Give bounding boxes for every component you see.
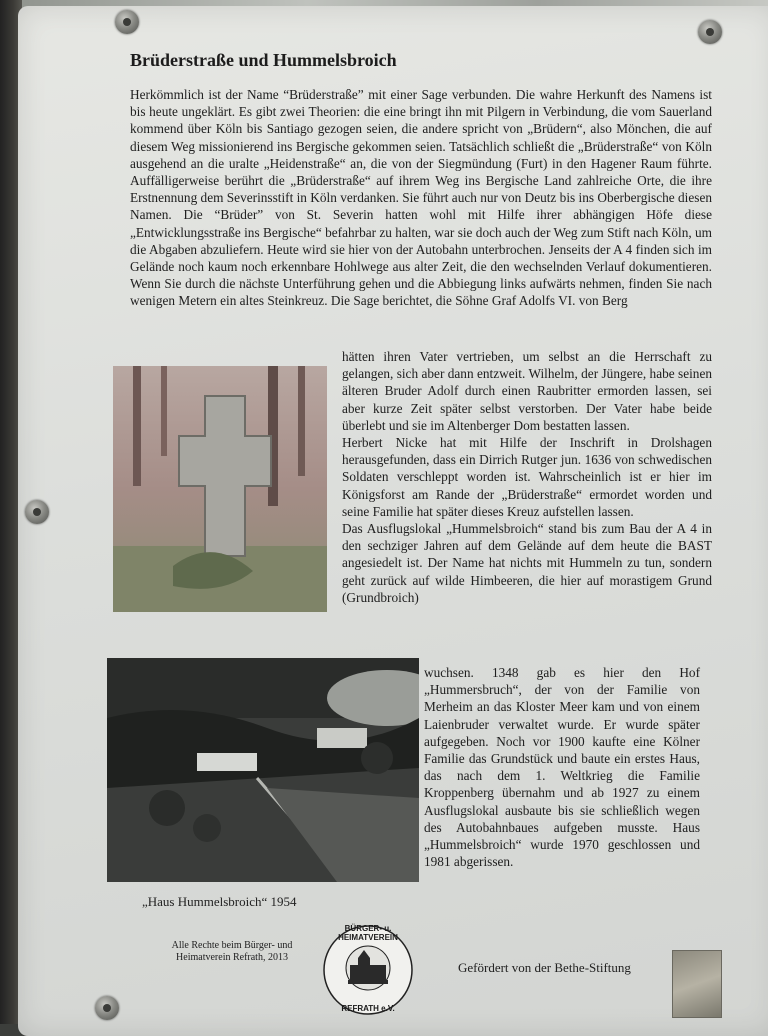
body-text-bottom: wuchsen. 1348 gab es hier den Hof „Hummersbruch“, der von der Familie von Merheim an das Kloster Meer kam und von einem Laienbruder verwaltet wurde. Er wurde später aufgegeben. Noch vor 1900 kaufte eine Kölner Familie das Grundstück und baute ein erstes Haus, das nach dem 1. Weltkrieg die Familie Kroppenberg übernahm und ab 1927 zu einem Ausflugslokal ausbaute bis sie schließlich wegen des Autobahnbaues aufgeben musste. Haus „Hummelsbroich“ wurde 1970 geschlossen und 1981 abgerissen. — [424, 665, 700, 870]
screw-icon — [95, 996, 119, 1020]
body-text-top: Herkömmlich ist der Name “Brüderstraße” mit einer Sage verbunden. Die wahre Herkunft des Namens ist bis heute ungeklärt. Es gibt zwei Theorien: die eine bringt ihn mit Pilgern in Verbindung, die vom Sauerland kommend über Köln bis Santiago gezogen seien, die andere spricht von „Brüdern“, also Mönchen, die auf diesem Weg missionierend ins Bergische gekommen seien. Tatsächlich schließt die „Brüderstraße“ von Köln ausgehend an die uralte „Heidenstraße“ an, die von der Siegmündung (Furt) in den Hagener Raum führte. Auffälligerweise berührt die „Brüderstraße“ auf ihrem Weg ins Bergische Land zahlreiche Orte, die ihre Erstnennung dem Severinsstift in Köln verdanken. Sie führt auch nur von Deutz bis ins Oberbergische diesen Namen. Die “Brüder” von St. Severin hatten wohl mit Hilfe ihrer abhängigen Höfe diese „Entwicklungsstraße ins Bergische“ befahrbar zu halten, war sie doch auch der Weg zum Stift nach Köln, um die Abgaben abzuliefern. Heute wird sie hier von der Autobahn unterbrochen. Jenseits der A 4 finden sich im Gelände noch kaum noch erkennbare Hohlwege aus alter Zeit, die den wechselnden Verlauf dokumentieren. Wenn Sie durch die nächste Unterführung gehen und die Abbiegung links aufwärts nehmen, finden Sie nach wenigen Metern ein altes Steinkreuz. Die Sage berichtet, die Söhne Graf Adolfs VI. von Berg — [130, 87, 712, 309]
logo-text-top: BÜRGER- u. HEIMATVEREIN — [338, 924, 398, 942]
haus-hummelsbroich-photo — [107, 658, 419, 882]
screw-icon — [698, 20, 722, 44]
stone-cross-photo — [113, 366, 327, 612]
sign-title: Brüderstraße und Hummelsbroich — [130, 50, 397, 70]
logo-text-bottom: REFRATH e.V. — [341, 1004, 395, 1013]
screw-icon — [115, 10, 139, 34]
screw-icon — [25, 500, 49, 524]
sponsor-note: Gefördert von der Bethe-Stiftung — [458, 960, 631, 975]
body-text-middle: hätten ihren Vater vertrieben, um selbst an die Herrschaft zu gelangen, sich aber dann entzweit. Wilhelm, der Jüngere, habe seinen älteren Bruder Adolf durch einen Raubritter ermorden lassen, sei aber kurze Zeit später selbst verstorben. Der Vater habe beide überlebt und sie im Altenberger Dom bestatten lassen. Herbert Nicke hat mit Hilfe der Inschrift in Drolshagen herausgefunden, dass ein Dirrich Rutger jun. 1636 von schwedischen Soldaten verschleppt worden ist. Wahrscheinlich ist er hier im Königsforst am Rande der „Brüderstraße“ ermordet worden und seine Familie hat später dieses Kreuz aufstellen lassen. Das Ausflugslokal „Hummelsbroich“ stand bis zum Bau der A 4 in den sechziger Jahren auf dem Gelände auf dem heute die BAST angesiedelt ist. Der Name hat nichts mit Hummeln zu tun, sondern geht zurück auf wilde Himbeeren, die hier auf morastigem Grund (Grundbroich) — [342, 349, 712, 605]
copyright-note: Alle Rechte beim Bürger- und Heimatverein Refrath, 2013 — [171, 940, 293, 963]
photo-caption: „Haus Hummelsbroich“ 1954 — [142, 894, 297, 909]
bethe-stiftung-logo — [672, 950, 722, 1018]
heimatverein-logo — [318, 920, 418, 1020]
